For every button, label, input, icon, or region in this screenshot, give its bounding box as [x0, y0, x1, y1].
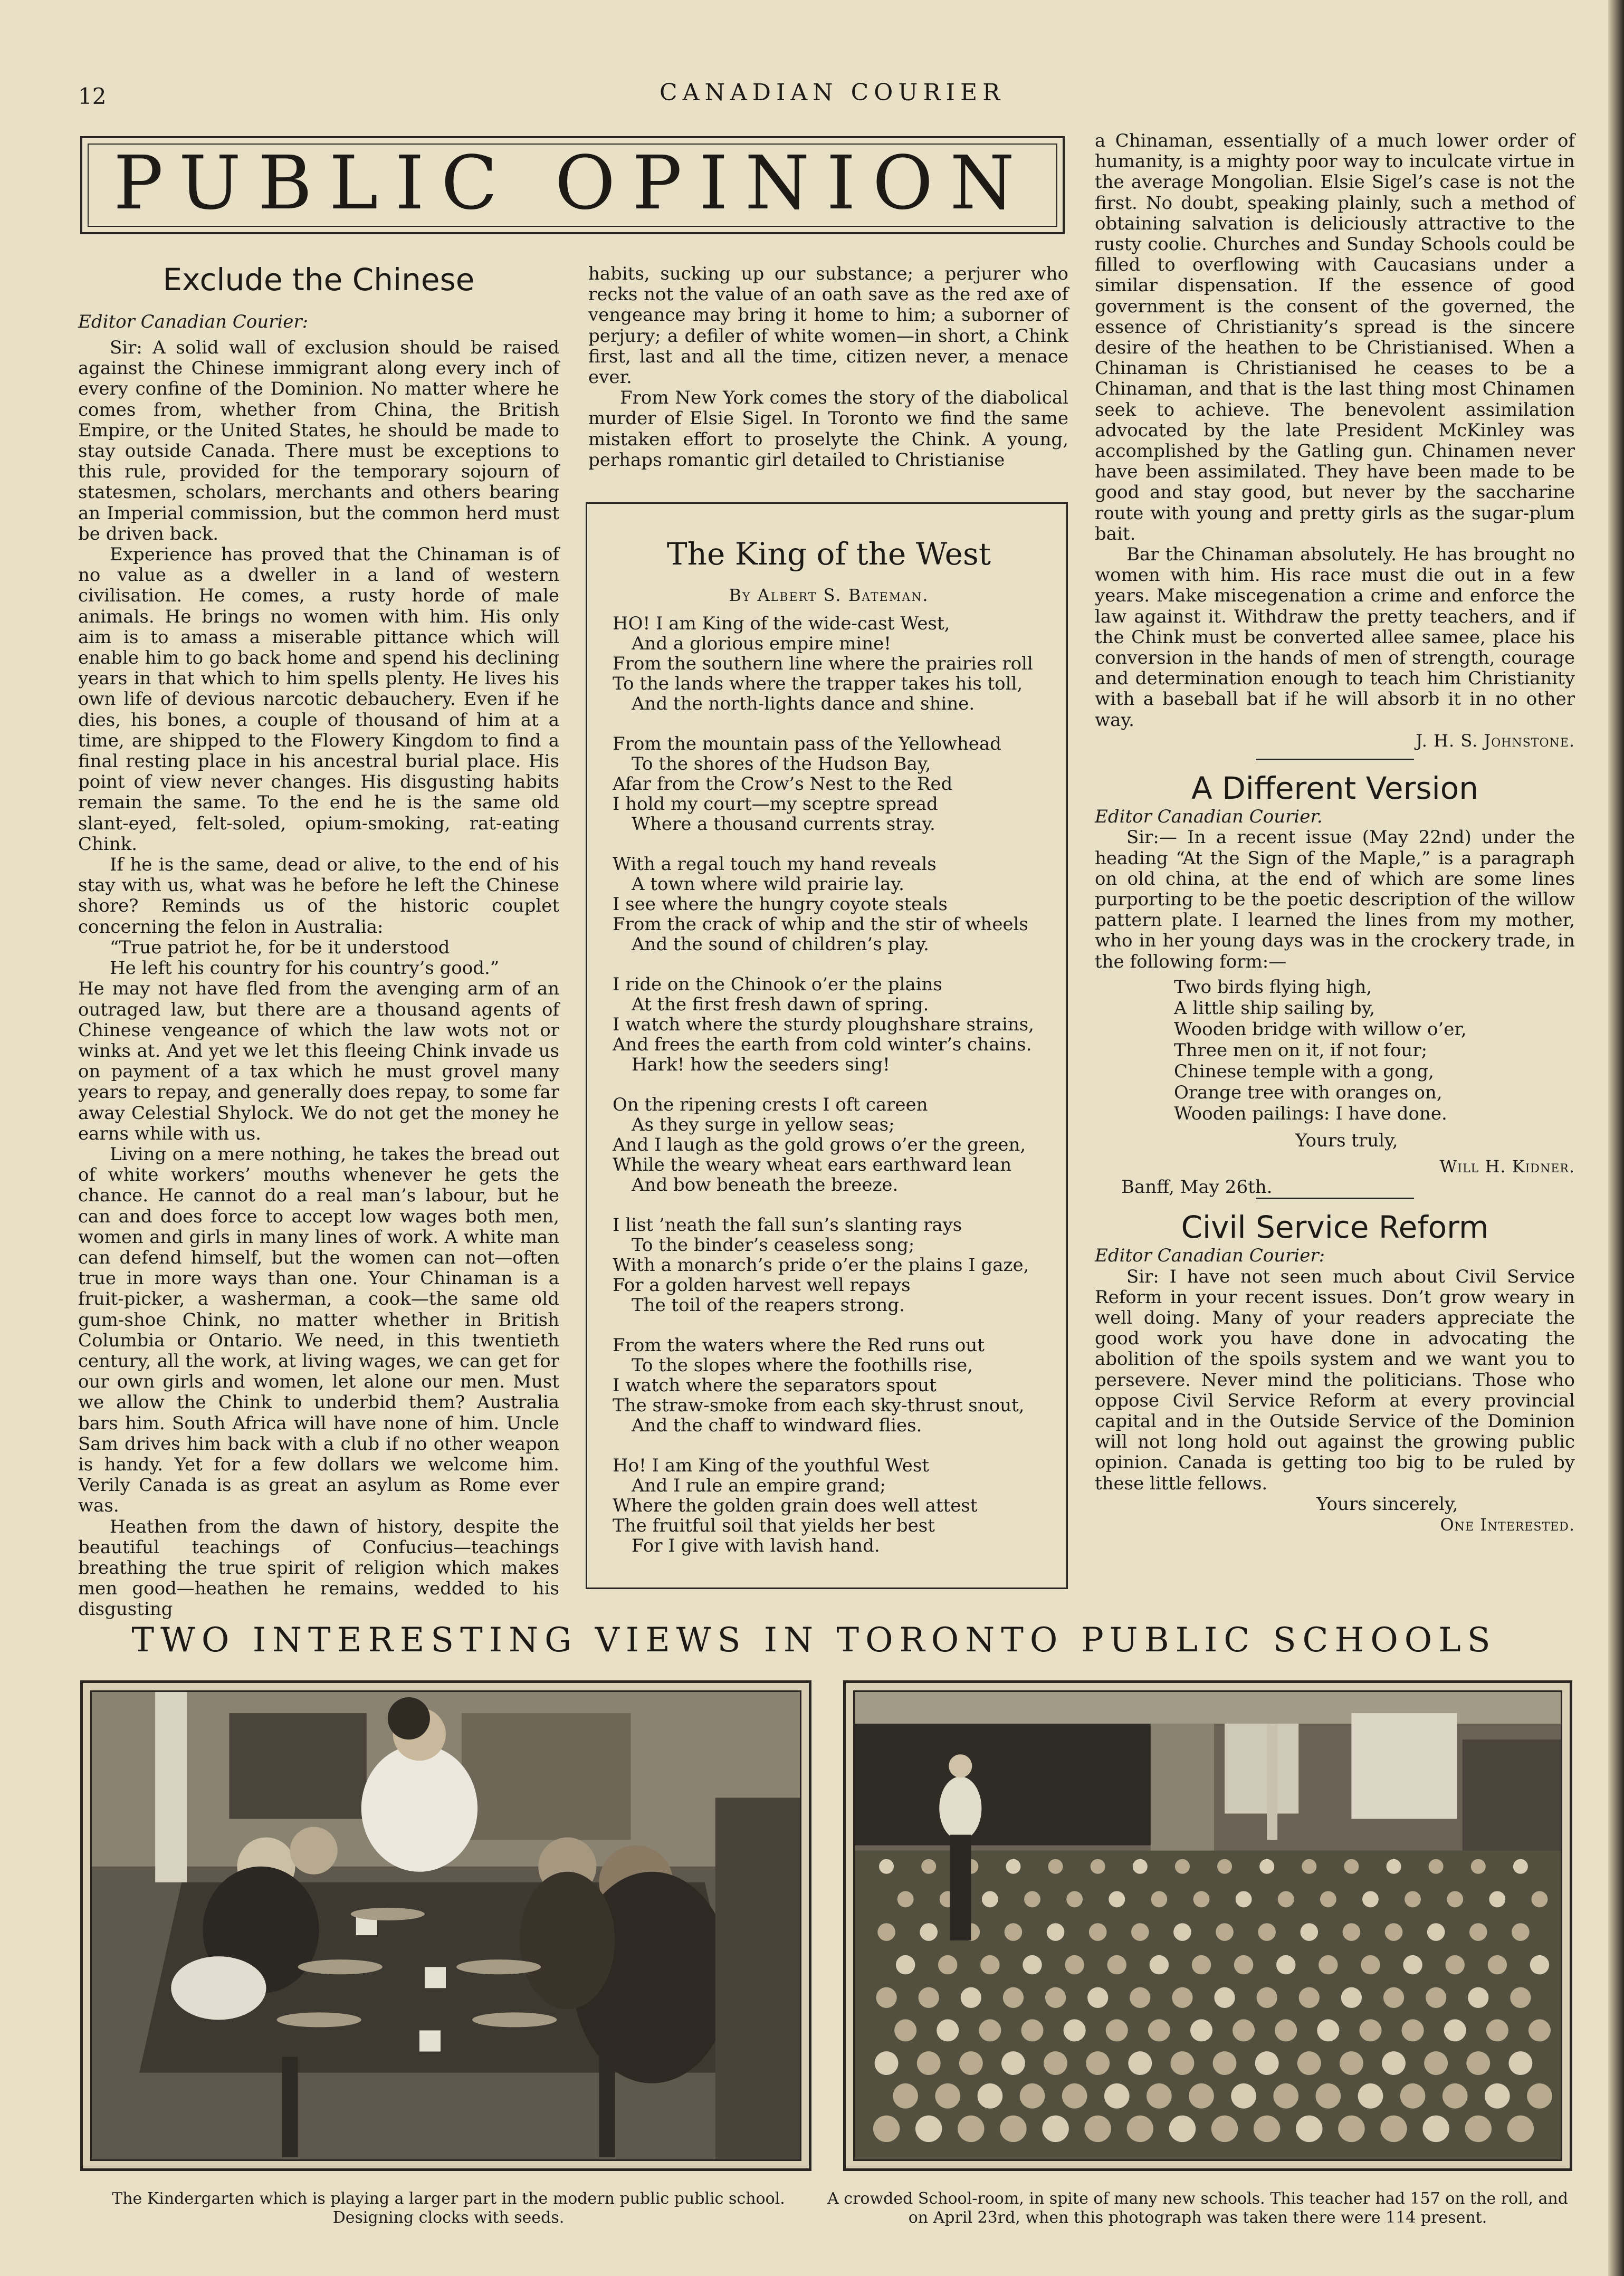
student-figure: [1466, 2051, 1490, 2075]
student-figure: [1508, 2051, 1532, 2075]
student-figure: [1087, 1987, 1108, 2008]
student-figure: [1447, 1891, 1463, 1907]
student-figure: [1148, 2019, 1170, 2041]
student-figure: [1213, 2051, 1237, 2075]
student-figure: [1064, 2019, 1086, 2041]
student-figure: [1530, 1955, 1549, 1974]
exclude-column-2: [588, 264, 1068, 471]
verse-line: Wooden bridge with willow o’er,: [1174, 1018, 1467, 1040]
student-figure: [1045, 1987, 1066, 2008]
classroom-photo: [843, 1680, 1572, 2171]
divider-rule: [1256, 759, 1414, 760]
poem-stanza: [613, 1456, 1045, 1556]
poem-stanza: [613, 854, 1045, 954]
student-figure: [1254, 2116, 1280, 2143]
student-figure: [1192, 1955, 1211, 1974]
student-figure: [894, 2019, 916, 2041]
student-figure: [897, 1891, 914, 1907]
poem-stanza: [613, 734, 1045, 834]
student-figure: [877, 1923, 895, 1941]
poem-line: At the first fresh dawn of spring.: [632, 994, 929, 1015]
student-figure: [1316, 2083, 1341, 2109]
student-figure: [1234, 1955, 1253, 1974]
student-figure: [1380, 2116, 1407, 2143]
student-figure: [1066, 1891, 1083, 1907]
student-figure: [1236, 1891, 1252, 1907]
poem-line: To the shores of the Hudson Bay,: [632, 753, 931, 774]
photo-inner-frame: [90, 1690, 801, 2161]
classroom-caption: A crowded School-room, in spite of many new schools. This teacher had 157 on the roll, and on April 23rd, when this photograph was taken there were 114 present.: [827, 2189, 1568, 2227]
exclude-paragraph: He may not have fled from the avenging arm of an outraged law, but there are a thousand agents of Chinese vengeance of which the law wots not or winks at. And yet we let this fleeing Chink invade us on payment of a tax which he must grovel many years to repay, and generally does repay, to some far away Celestial Shylock. We do not get the money he earns while with us.: [78, 978, 559, 1144]
student-figure: [1130, 1987, 1150, 2008]
student-figure: [1216, 1923, 1234, 1941]
student-figure: [1300, 1923, 1318, 1941]
student-figure: [1231, 2083, 1256, 2109]
exclude-paragraph: habits, sucking up our substance; a perjurer who recks not the value of an oath save as the red axe of vengeance may bring it home to him; a suborner of perjury; a defiler of white women—in short, a Chink first, last and all the time, citizen never, a menace ever.: [588, 263, 1068, 388]
student-figure: [1403, 1955, 1422, 1974]
student-figure: [1532, 1891, 1548, 1907]
poem-line: Ho! I am King of the youthful West: [613, 1455, 929, 1476]
poem-line: Where a thousand currents stray.: [632, 814, 935, 835]
student-figure: [921, 1859, 936, 1874]
verse-line: Three men on it, if not four;: [1174, 1039, 1428, 1061]
poem-line: A town where wild prairie lay.: [632, 874, 904, 895]
student-figure: [1527, 2083, 1552, 2109]
verse-line: Two birds flying high,: [1174, 976, 1372, 998]
student-figure: [937, 2019, 959, 2041]
verse-line: Orange tree with oranges on,: [1174, 1082, 1443, 1103]
student-figure: [873, 2116, 900, 2143]
poem-byline: By Albert S. Bateman.: [729, 585, 929, 605]
student-figure: [1400, 2083, 1426, 2109]
student-figure: [1048, 1859, 1063, 1874]
poem-line: The fruitful soil that yields her best: [613, 1515, 935, 1536]
student-figure: [1020, 2083, 1045, 2109]
poem-line: I watch where the sturdy ploughshare strains,: [613, 1014, 1034, 1035]
poem-line: HO! I am King of the wide-cast West,: [613, 613, 950, 634]
student-figure: [958, 2116, 984, 2143]
page-title: PUBLIC OPINION: [113, 140, 1031, 226]
poem-line: From the southern line where the prairies roll: [613, 653, 1033, 674]
student-figure: [1151, 1891, 1167, 1907]
student-figure: [1302, 1859, 1316, 1874]
kindergarten-photo: [80, 1680, 811, 2171]
exclude-editor-line: Editor Canadian Courier:: [78, 311, 309, 332]
poem-stanzas: [613, 614, 1045, 1556]
exclude-paragraph: Heathen from the dawn of history, despite the beautiful teachings of Confucius—teachings breathing the true spirit of religion which makes men good—heathen he remains, wedded to his disgusting: [78, 1516, 559, 1620]
student-figure: [1361, 1955, 1380, 1974]
poem-line: I ride on the Chinook o’er the plains: [613, 974, 942, 995]
exclude-paragraph: From New York comes the story of the diabolical murder of Elsie Sigel. In Toronto we find the same mistaken effort to proselyte the Chink. A young, perhaps romantic girl detailed to Christianise: [588, 387, 1068, 471]
student-figure: [1170, 2051, 1194, 2075]
student-figure: [1402, 2019, 1424, 2041]
student-figure: [1109, 1891, 1125, 1907]
title-box: [80, 136, 1065, 234]
student-figure: [1259, 1859, 1274, 1874]
poem-line: From the waters where the Red runs out: [613, 1335, 985, 1356]
student-figure: [1084, 2116, 1111, 2143]
student-figure: [1296, 2116, 1322, 2143]
poem-line: Hark! how the seeders sing!: [632, 1054, 890, 1075]
classroom-image: [855, 1692, 1561, 2159]
exclude-paragraph: Experience has proved that the Chinaman is of no value as a dweller in a land of western civilisation. He comes, a rusty horde of male animals. He brings no women with him. His only aim is to amass a miserable pittance which will enable him to go back home and spend his declining years in that which to him spells plenty. He lives his own life of devious narcotic debauchery. Even if he dies, his bones, a couple of thousand of him at a time, are shipped to the Flowery Kingdom to find a final resting place in his ancestral burial place. His point of view never changes. His disgusting habits remain the same. To the end he is the same old slant-eyed, felt-soled, opium-smoking, rat-eating Chink.: [78, 544, 559, 855]
student-figure: [1489, 1891, 1505, 1907]
student-figure: [1443, 2083, 1468, 2109]
student-figure: [1005, 1923, 1023, 1941]
student-figure: [1023, 1955, 1042, 1974]
student-figure: [1426, 1987, 1446, 2008]
student-figure: [1338, 2116, 1364, 2143]
poem-line: To the binder’s ceaseless song;: [632, 1235, 915, 1256]
poem-line: With a regal touch my hand reveals: [613, 854, 937, 875]
student-figure: [896, 1955, 915, 1974]
student-figure: [961, 1987, 981, 2008]
photo-banner: TWO INTERESTING VIEWS IN TORONTO PUBLIC SCHOOLS: [131, 1621, 1497, 1660]
couplet-line: He left his country for his country’s good.”: [110, 958, 500, 979]
student-figure: [1193, 1891, 1210, 1907]
student-figure: [1529, 2019, 1551, 2041]
student-figure: [1006, 1859, 1020, 1874]
student-figure: [1273, 2083, 1298, 2109]
different-editor-line: Editor Canadian Courier.: [1095, 806, 1323, 828]
student-figure: [1429, 1859, 1444, 1874]
student-figure: [1276, 1955, 1295, 1974]
student-figure: [1003, 1987, 1024, 2008]
student-figure: [1133, 1859, 1148, 1874]
poem-line: I list ’neath the fall sun’s slanting rays: [613, 1214, 962, 1236]
civil-editor-line: Editor Canadian Courier:: [1095, 1245, 1325, 1267]
student-figure: [1445, 1955, 1464, 1974]
student-figure: [1383, 1987, 1404, 2008]
student-figure: [1510, 1987, 1531, 2008]
student-figure: [1128, 2051, 1152, 2075]
poem-line: The straw-smoke from each sky-thrust snout,: [613, 1395, 1025, 1416]
exclude-paragraph: Sir: A solid wall of exclusion should be raised against the Chinese immigrant along every inch of every confine of the Dominion. No matter where he comes from, whether from China, the British Empire, or the United States, he should be made to stay outside Canada. There must be exceptions to this rule, provided for the temporary sojourn of statesmen, scholars, merchants and others bearing an Imperial commission, but the common herd must be driven back.: [78, 337, 559, 544]
student-figure: [1465, 2116, 1492, 2143]
poem-line: And bow beneath the breeze.: [632, 1174, 899, 1196]
student-figure: [1044, 2051, 1067, 2075]
poem-line: The toil of the reapers strong.: [632, 1295, 905, 1316]
student-figure: [1340, 2051, 1363, 2075]
poem-line: Where the golden grain does well attest: [613, 1495, 978, 1516]
poem-line: From the mountain pass of the Yellowhead: [613, 733, 1001, 754]
student-figure: [875, 2051, 899, 2075]
poem-line: For a golden harvest well repays: [613, 1275, 911, 1296]
student-figure: [1255, 2051, 1279, 2075]
kindergarten-image: [92, 1692, 800, 2159]
student-figure: [893, 2083, 918, 2109]
different-closing: Yours truly,: [1295, 1130, 1398, 1151]
student-figure: [1427, 1923, 1445, 1941]
student-figure: [1047, 1923, 1065, 1941]
student-figure: [1104, 2083, 1130, 2109]
student-figure: [1385, 1923, 1403, 1941]
exclude-signature: J. H. S. Johnstone.: [1416, 730, 1575, 751]
divider-rule: [1256, 1198, 1414, 1199]
student-figure: [935, 2083, 960, 2109]
student-figure: [980, 1955, 999, 1974]
civil-signature: One Interested.: [1440, 1514, 1575, 1535]
student-figure: [1000, 2116, 1026, 2143]
exclude-paragraph: a Chinaman, essentially of a much lower order of humanity, is a mighty poor way to inculcate virtue in the average Mongolian. Elsie Sigel’s case is not the first. No doubt, speaking plainly, such a method of obtaining salvation is deliciously attractive to the rusty coolie. Churches and Sunday Schools could be filled to overflowing with Caucasians under a similar dispensation. If the essence of good government is the consent of the governed, the essence of Christianity’s spread is the sincere desire of the heathen to be Christianised. When a Chinaman is Christianised he ceases to be a Chinaman, and that is the last thing most Chinamen seek to achieve. The benevolent assimilation advocated by the late President McKinley was accomplished by the Gatling gun. Chinamen never have been assimilated. They have been made to be good and stay good, but never by the saccharine route with young and pretty girls as the sugar-plum bait.: [1095, 130, 1575, 544]
student-figure: [1513, 1859, 1528, 1874]
student-figure: [1387, 1859, 1401, 1874]
student-figure: [1471, 1859, 1486, 1874]
civil-heading: Civil Service Reform: [1181, 1209, 1489, 1246]
student-figure: [1405, 1891, 1421, 1907]
student-figure: [1190, 2019, 1212, 2041]
student-figure: [1091, 1859, 1105, 1874]
civil-paragraph: Sir: I have not seen much about Civil Service Reform in your recent issues. Don’t grow weary in well doing. Many of your readers appreciate the good work you have done in advocating the abolition of the spoils system and we want you to persevere. Never mind the politicians. Those who oppose Civil Service Reform at every provincial capital and in the Outside Service of the Dominion will not long hold out against the growing public opinion. Canada is getting too big to be ruled by these little fellows.: [1095, 1266, 1575, 1494]
poem-line: And I laugh as the gold grows o’er the green,: [613, 1134, 1026, 1155]
student-figure: [1317, 2019, 1339, 2041]
running-head: CANADIAN COURIER: [660, 79, 1006, 106]
student-figure: [1107, 1955, 1126, 1974]
exclude-heading: Exclude the Chinese: [163, 262, 475, 298]
student-figure: [1127, 2116, 1153, 2143]
student-figure: [1021, 2019, 1043, 2041]
student-figure: [1065, 1955, 1084, 1974]
student-figure: [917, 2051, 941, 2075]
student-figure: [1382, 2051, 1406, 2075]
student-figure: [978, 2083, 1003, 2109]
student-figure: [1468, 1987, 1488, 2008]
student-figure: [1211, 2116, 1238, 2143]
poem-title: The King of the West: [666, 536, 991, 572]
student-figure: [1062, 2083, 1087, 2109]
exclude-paragraph: Bar the Chinaman absolutely. He has brought no women with him. His race must die out in a few years. Make miscegenation a crime and enforce the law against it. Withdraw the pretty teachers, and if the Chink must be converted allee samee, place his conversion in the hands of men of strength, courage and determination enough to teach him Christianity with a baseball bat if he will absorb it in no other way.: [1095, 544, 1575, 731]
student-figure: [1106, 2019, 1128, 2041]
civil-closing: Yours sincerely,: [1316, 1493, 1458, 1515]
poem-line: And I rule an empire grand;: [632, 1475, 886, 1496]
poem-line: Afar from the Crow’s Nest to the Red: [613, 773, 953, 795]
student-figure: [938, 1955, 957, 1974]
exclude-paragraph: Living on a mere nothing, he takes the bread out of white workers’ mouths whenever he gets the chance. He cannot do a real man’s labour, but he can and does force to accept low wages both men, women and girls in many lines of work. A white man can defend himself, but the women can not—often true in more ways than one. Your Chinaman is a fruit-picker, a washerman, a cook—the same old gum-shoe Chink, no matter whether in British Columbia or Ontario. We need, in this twentieth century, all the work, at living wages, we can get for our own girls and women, let alone our men. Must we allow the Chink to underbid them? Australia bars him. South Africa will have none of him. Uncle Sam drives him back with a club if no other weapon is handy. Yet for a few dollars we welcome him. Verily Canada is as great an asylum as Rome ever was.: [78, 1143, 559, 1517]
student-figure: [1175, 1859, 1190, 1874]
poem-stanza: [613, 614, 1045, 714]
student-figure: [1424, 2051, 1448, 2075]
student-figure: [1189, 2083, 1214, 2109]
poem-line: I hold my court—my sceptre spread: [613, 793, 938, 815]
student-figure: [982, 1891, 998, 1907]
student-figure: [1343, 1923, 1361, 1941]
student-figure: [1217, 1859, 1232, 1874]
poem-line: And frees the earth from cold winter’s chains.: [613, 1034, 1032, 1055]
student-figure: [1488, 1955, 1507, 1974]
student-figure: [1150, 1955, 1169, 1974]
poem-line: I watch where the separators spout: [613, 1375, 937, 1396]
student-figure: [1173, 1923, 1191, 1941]
student-figure: [1486, 2019, 1508, 2041]
kindergarten-caption: The Kindergarten which is playing a larger part in the modern public public school. Designing clocks with seeds.: [112, 2189, 785, 2227]
poem-line: And the chaff to windward flies.: [632, 1415, 922, 1436]
student-figure: [1422, 2116, 1449, 2143]
page-edge: [1608, 0, 1624, 2276]
student-figure: [1278, 1891, 1294, 1907]
student-figure: [1258, 1923, 1276, 1941]
different-signature: Will H. Kidner.: [1439, 1156, 1575, 1177]
student-figure: [1512, 1923, 1530, 1941]
student-figure: [1344, 1859, 1359, 1874]
student-figure: [915, 2116, 942, 2143]
poem-stanza: [613, 974, 1045, 1075]
student-figure: [919, 1987, 939, 2008]
student-figure: [1169, 2116, 1196, 2143]
verse-line: Chinese temple with a gong,: [1174, 1060, 1434, 1082]
poem-line: And a glorious empire mine!: [632, 633, 891, 654]
student-figure: [1485, 2083, 1510, 2109]
student-figure: [1362, 1891, 1379, 1907]
student-figure: [1042, 2116, 1068, 2143]
student-figure: [1469, 1923, 1487, 1941]
photo-inner-frame: [853, 1690, 1562, 2161]
verse-line: A little ship sailing by,: [1174, 997, 1375, 1019]
student-figure: [879, 1859, 894, 1874]
poem-line: On the ripening crests I oft careen: [613, 1094, 928, 1115]
poem-line: To the slopes where the foothills rise,: [632, 1355, 973, 1376]
poem-box: [586, 502, 1068, 1589]
student-figure: [1024, 1891, 1040, 1907]
student-figure: [1359, 2019, 1381, 2041]
poem-stanza: [613, 1095, 1045, 1195]
student-figure: [1299, 1987, 1320, 2008]
student-figure: [1089, 1923, 1107, 1941]
student-figure: [1086, 2051, 1110, 2075]
exclude-paragraph: If he is the same, dead or alive, to the end of his stay with us, what was he before he left the Chinese shore? Reminds us of the historic couplet concerning the felon in Australia:: [78, 854, 559, 938]
exclude-column-1: [78, 338, 559, 1620]
willow-verse: [1095, 977, 1575, 1124]
poem-line: With a monarch’s pride o’er the plains I gaze,: [613, 1255, 1029, 1276]
student-figure: [1320, 1891, 1336, 1907]
different-heading: A Different Version: [1191, 770, 1478, 807]
student-figure: [1507, 2116, 1534, 2143]
poem-line: And the sound of children’s play.: [632, 934, 929, 955]
poem-line: While the weary wheat ears earthward lean: [613, 1154, 1012, 1175]
student-figure: [1001, 2051, 1025, 2075]
student-figure: [1172, 1987, 1192, 2008]
poem-line: From the crack of whip and the stir of wheels: [613, 914, 1028, 935]
student-figure: [1444, 2019, 1466, 2041]
different-place-date: Banff, May 26th.: [1121, 1177, 1273, 1198]
poem-stanza: [613, 1335, 1045, 1436]
verse-line: Wooden pailings: I have done.: [1174, 1103, 1447, 1124]
poem-line: As they surge in yellow seas;: [632, 1114, 895, 1135]
student-figure: [1275, 2019, 1297, 2041]
student-figure: [1131, 1923, 1149, 1941]
student-figure: [1147, 2083, 1172, 2109]
couplet-line: “True patriot he, for be it understood: [110, 936, 450, 958]
student-figure: [876, 1987, 896, 2008]
student-figure: [920, 1923, 938, 1941]
poem-line: I see where the hungry coyote steals: [613, 894, 948, 915]
different-paragraph: Sir:— In a recent issue (May 22nd) under the heading “At the Sign of the Maple,” is a paragraph on old china, at the end of which are some lines purporting to be the poetic description of the willow pattern plate. I learned the lines from my mother, who in her young days was in the crockery trade, in the following form:—: [1095, 827, 1575, 972]
page-number: 12: [78, 83, 107, 109]
poem-line: And the north-lights dance and shine.: [632, 693, 975, 714]
poem-line: For I give with lavish hand.: [632, 1535, 880, 1556]
poem-line: To the lands where the trapper takes his toll,: [613, 673, 1023, 694]
student-figure: [979, 2019, 1001, 2041]
column-3: [1095, 131, 1575, 1535]
student-figure: [1257, 1987, 1277, 2008]
student-figure: [1341, 1987, 1362, 2008]
student-figure: [1214, 1987, 1235, 2008]
student-figure: [959, 2051, 983, 2075]
student-figure: [1233, 2019, 1255, 2041]
student-figure: [1297, 2051, 1321, 2075]
student-figure: [1358, 2083, 1383, 2109]
student-figure: [1319, 1955, 1338, 1974]
poem-stanza: [613, 1215, 1045, 1315]
